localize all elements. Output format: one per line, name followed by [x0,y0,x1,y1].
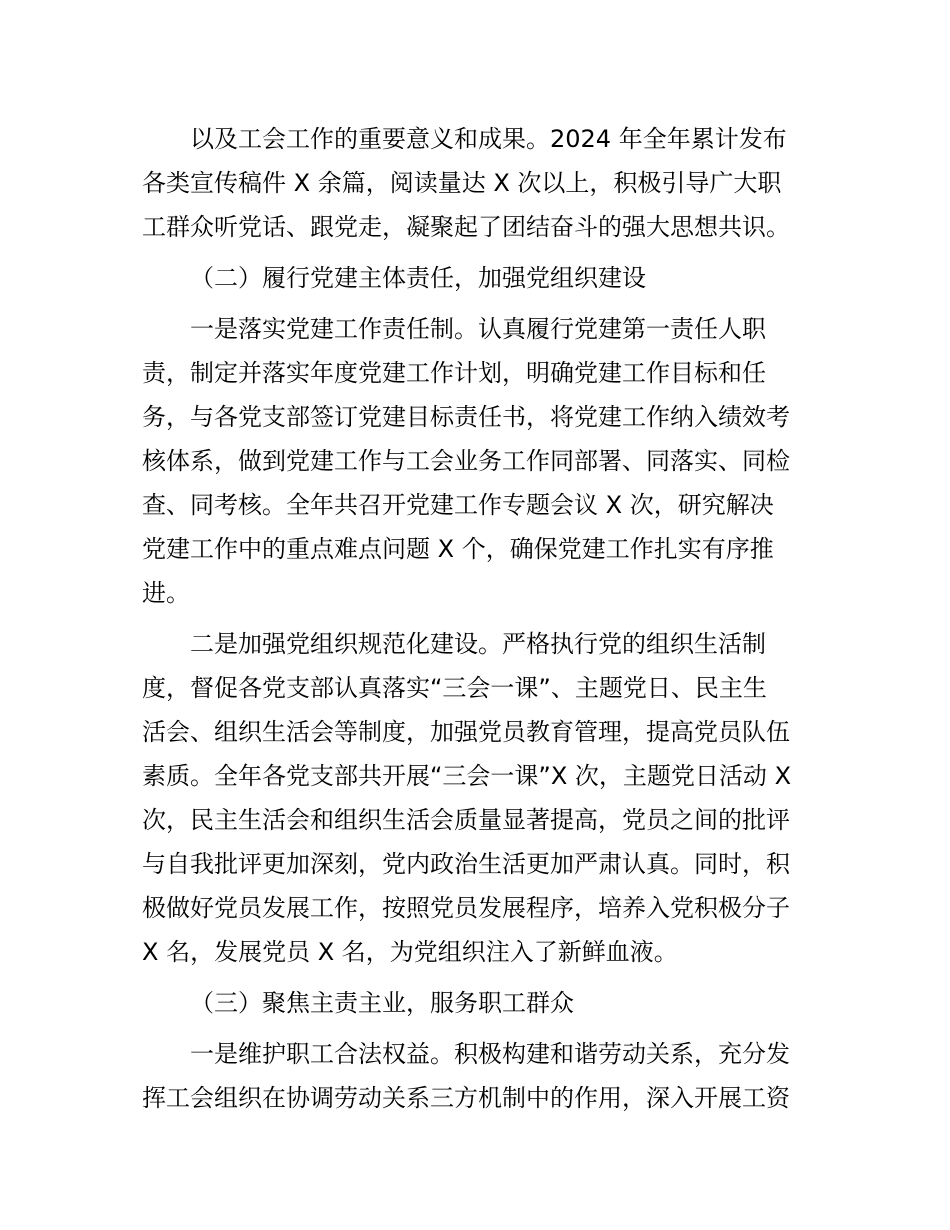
paragraph-line: 挥工会组织在协调劳动关系三方机制中的作用，深入开展工资 [142,1084,790,1112]
paragraph-line: 以及工会工作的重要意义和成果。2024 年全年累计发布 [190,125,787,153]
section-heading-2: （二）履行党建主体责任，加强党组织建设 [190,264,646,292]
paragraph-line: 各类宣传稿件 X 余篇，阅读量达 X 次以上，积极引导广大职 [142,169,782,197]
paragraph-line: 度，督促各党支部认真落实“三会一课”、主题党日、民主生 [142,674,767,702]
paragraph-line: 务，与各党支部签订党建目标责任书，将党建工作纳入绩效考 [142,403,790,431]
paragraph-line: 核体系，做到党建工作与工会业务工作同部署、同落实、同检 [142,447,790,475]
paragraph-line: 素质。全年各党支部共开展“三会一课”X 次，主题党日活动 X [142,762,792,790]
paragraph-line: 极做好党员发展工作，按照党员发展程序，培养入党积极分子 [142,894,790,922]
section-heading-3: （三）聚焦主责主业，服务职工群众 [190,989,574,1017]
paragraph-line: X 名，发展党员 X 名，为党组织注入了新鲜血液。 [142,938,678,966]
paragraph-line: 次，民主生活会和组织生活会质量显著提高，党员之间的批评 [142,806,790,834]
paragraph-line: 责，制定并落实年度党建工作计划，明确党建工作目标和任 [142,359,766,387]
paragraph-line: 党建工作中的重点难点问题 X 个，确保党建工作扎实有序推 [142,535,774,563]
paragraph-line: 二是加强党组织规范化建设。严格执行党的组织生活制 [190,630,766,658]
paragraph-line: 活会、组织生活会等制度，加强党员教育管理，提高党员队伍 [142,718,790,746]
paragraph-line: 一是落实党建工作责任制。认真履行党建第一责任人职 [190,315,766,343]
paragraph-line: 工群众听党话、跟党走，凝聚起了团结奋斗的强大思想共识。 [142,213,790,241]
paragraph-line: 查、同考核。全年共召开党建工作专题会议 X 次，研究解决 [142,491,774,519]
paragraph-line: 进。 [142,579,190,607]
paragraph-line: 与自我批评更加深刻，党内政治生活更加严肃认真。同时，积 [142,850,790,878]
paragraph-line: 一是维护职工合法权益。积极构建和谐劳动关系，充分发 [190,1040,790,1068]
